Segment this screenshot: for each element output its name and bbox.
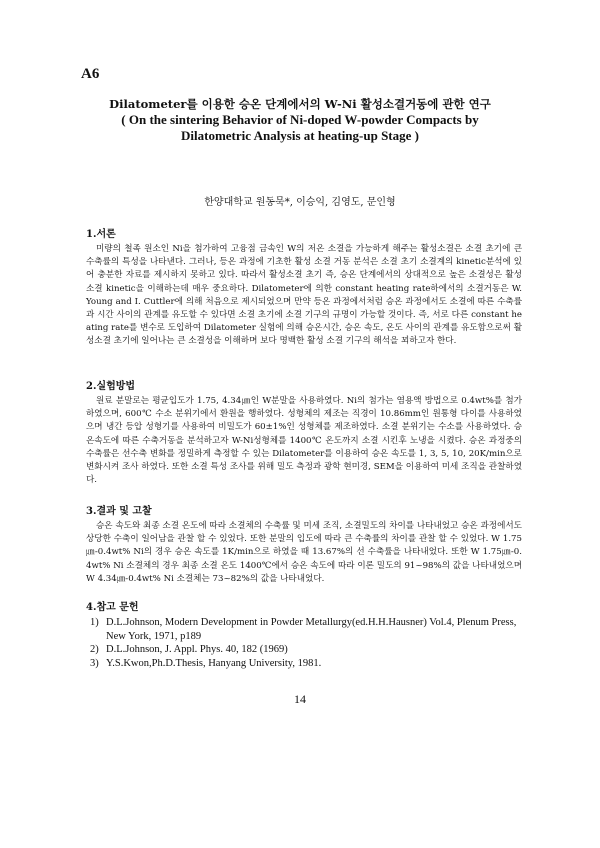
section-method <box>86 380 522 487</box>
authors: 한양대학교 원동묵*, 이승익, 김영도, 문인형 <box>204 197 396 208</box>
section-references <box>86 601 522 670</box>
section-heading: 1.서론 <box>86 229 116 240</box>
title-korean: Dilatometer를 이용한 승온 단계에서의 W-Ni 활성소결거동에 관한 연구 <box>109 97 491 111</box>
abstract-code: A6 <box>81 66 100 82</box>
reference-number: 1) <box>90 617 99 628</box>
reference-item <box>90 657 522 671</box>
reference-text: D.L.Johnson, Modern Development in Powder Metallurgy(ed.H.H.Hausner) Vol.4, Plenum Press, New York, 1971, p189 <box>106 617 517 642</box>
section-heading: 2.실험방법 <box>86 381 136 392</box>
section-heading: 4.참고 문헌 <box>86 602 139 613</box>
reference-text: D.L.Johnson, J. Appl. Phys. 40, 182 (1969) <box>106 644 288 655</box>
section-body: 승온 속도와 최종 소결 온도에 따라 소결체의 수축률 및 미세 조직, 소결밀도의 차이를 나타내었고 승온 과정에서도 상당한 수축이 일어남을 관찰 할 수 있었다. 또한 분말의 입도에 따라 큰 수축률의 차이를 관찰 할 수 있었다. W 1.75㎛-0.4wt% Ni의 경우 승온 속도를 1K/min으로 하였을 때 13.67%의 선 수축률을 나타내었다. 또한 W 1.75㎛-0.4wt% Ni 소결체의 경우 최종 소결 온도 1400℃에서 승온 속도에 따라 이론 밀도의 91~98%의 값을 나타내었으며 W 4.34㎛-0.4wt% Ni 소결체는 73~82%의 값을 나타내었다. <box>86 521 522 584</box>
reference-item <box>90 616 522 643</box>
section-heading: 3.결과 및 고찰 <box>86 506 152 517</box>
page-number: 14 <box>294 692 306 706</box>
title-block <box>0 96 600 144</box>
section-body: 미량의 철족 원소인 Ni을 첨가하여 고융점 금속인 W의 저온 소결을 가능하게 해주는 활성소결은 소결 초기에 큰 수축률의 특성을 나타낸다. 그러나, 등온 과정에 기초한 활성 소결 거동 분석은 소결 초기 소결계의 kinetic분석에 있어 충분한 자료를 제시하지 못하고 있다. 따라서 활성소결 초기 즉, 승온 단계에서의 상대적으로 높은 소결성은 활성소결 kinetic을 이해하는데 매우 중요하다. Dilatometer에 의한 constant heating rate하에서의 소결거동은 W. Young and I. Cuttler에 의해 처음으로 제시되었으며 만약 등온 과정에서처럼 승온 과정에서도 소결에 따른 수축률과 시간 사이의 관계를 유도할 수 있다면 소결 초기에 소결 기구의 규명이 가능할 것이다. 즉, 서로 다른 constant heating rate를 변수로 도입하여 Dilatometer 실험에 의해 승온시간, 승온 속도, 온도 사이의 관계를 유도함으로써 활성소결 초기에 일어나는 큰 소결성을 이해하며 보다 명백한 활성 소결 기구의 해석을 꾀하고자 한다. <box>86 244 522 347</box>
reference-number: 2) <box>90 644 99 655</box>
reference-number: 3) <box>90 657 99 669</box>
section-results <box>86 505 522 586</box>
reference-item <box>90 643 522 657</box>
section-introduction <box>86 228 522 349</box>
title-english-line2: Dilatometric Analysis at heating-up Stage ) <box>181 128 419 143</box>
section-body: 원료 분말로는 평균입도가 1.75, 4.34㎛인 W분말을 사용하였다. Ni의 첨가는 염용액 방법으로 0.4wt%를 첨가하였으며, 600℃ 수소 분위기에서 환원을 행하였다. 성형체의 제조는 직경이 10.86mm인 원통형 다이를 사용하였으며 냉간 등압 성형기를 사용하여 비밀도가 60±1%인 성형체를 제조하였다. 소결 분위기는 수소를 사용하였다. 승온속도에 따른 수축거동을 분석하고자 W-Ni성형체를 1400℃ 온도까지 소결 시킨후 노냉을 시켰다. 승온 과정중의 수축률은 선수축 변화를 정밀하게 측정할 수 있는 Dilatometer를 이용하여 승온 속도를 1, 3, 5, 10, 20K/min으로 변화시켜 조사 하였다. 또한 소결 특성 조사를 위해 밀도 측정과 광학 현미경, SEM을 이용하여 미세 조직을 관찰하였다. <box>86 396 522 486</box>
title-english-line1: ( On the sintering Behavior of Ni-doped W-powder Compacts by <box>121 112 479 127</box>
reference-text: Y.S.Kwon,Ph.D.Thesis, Hanyang University, 1981. <box>106 657 322 669</box>
reference-list <box>86 616 522 670</box>
